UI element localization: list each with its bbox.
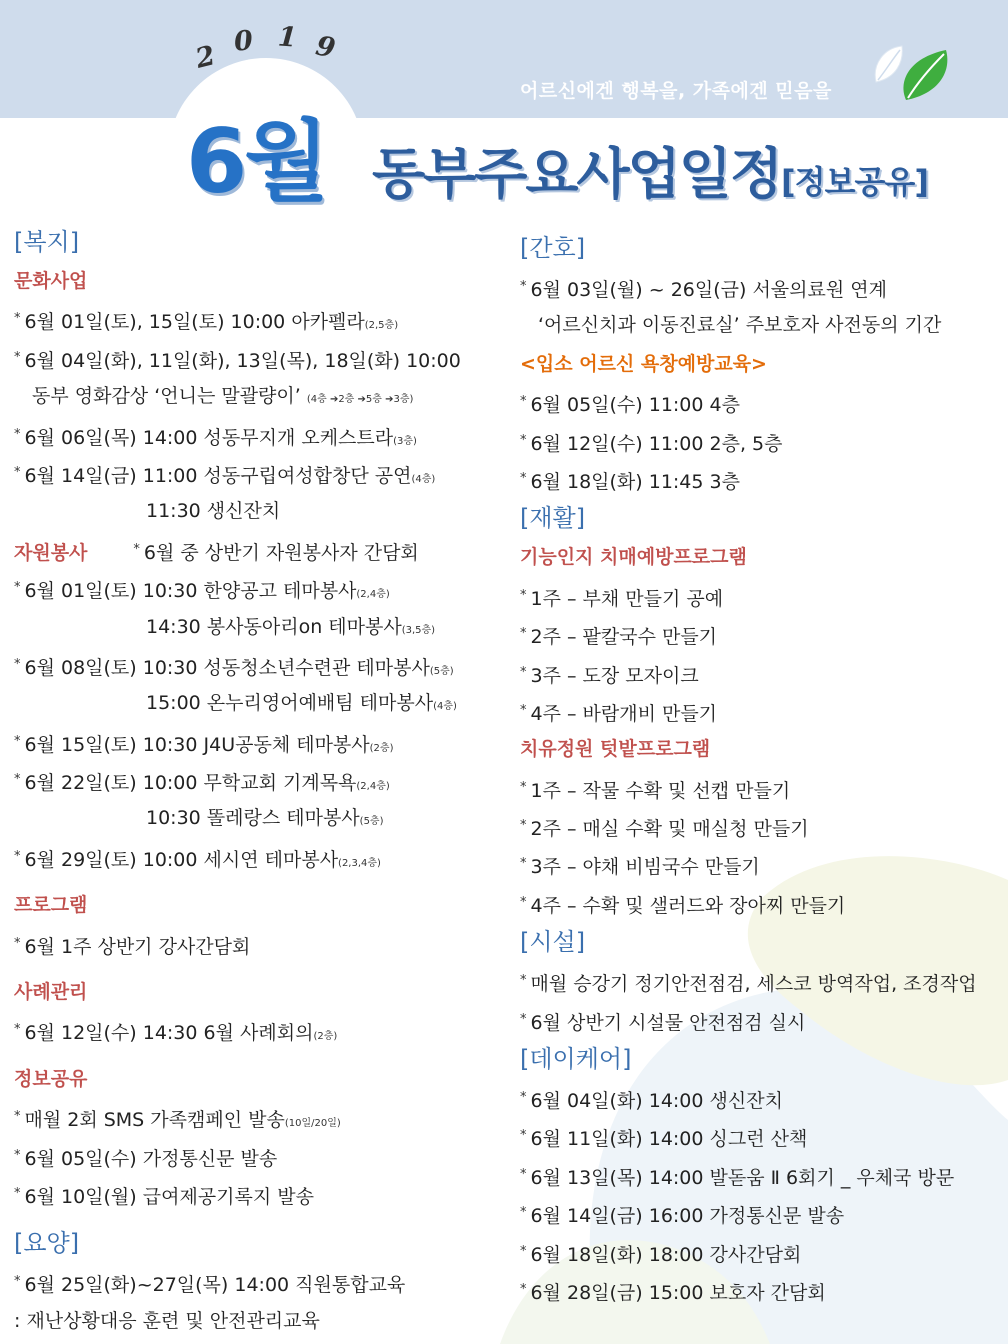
section-heading-nursing: [간호] — [520, 234, 586, 262]
right-column — [520, 228, 1006, 1309]
page-title-main: 동부주요사업일정 — [372, 142, 782, 206]
bullet-star-icon: * — [520, 1205, 527, 1221]
list-item: * 4주 – 수확 및 샐러드와 장아찌 만들기 — [520, 894, 846, 917]
list-item: * 6월 18일(화) 18:00 강사간담회 — [520, 1243, 802, 1266]
bullet-star-icon: * — [520, 1011, 527, 1027]
leaf-logo-icon — [868, 42, 958, 104]
subsection-volunteer: 자원봉사 — [14, 541, 88, 564]
list-item-continued: 10:30 똘레랑스 테마봉사(5층) — [146, 807, 384, 830]
page-title — [372, 130, 928, 209]
list-item: * 6월 10일(월) 급여제공기록지 발송 — [14, 1185, 314, 1208]
list-item-continued: 11:30 생신잔치 — [146, 500, 281, 523]
bullet-star-icon: * — [520, 1281, 527, 1297]
list-item: * 6월 29일(토) 10:00 세시연 테마봉사(2,3,4층) — [14, 848, 381, 871]
subsection-case: 사례관리 — [14, 981, 88, 1004]
list-item: * 6월 06일(목) 14:00 성동무지개 오케스트라(3층) — [14, 426, 417, 449]
bullet-star-icon: * — [520, 664, 527, 680]
year-label — [190, 21, 360, 75]
section-heading-rehab: [재활] — [520, 504, 586, 533]
year-digit: 1 — [276, 21, 298, 54]
list-item: * 6월 12일(수) 14:30 6월 사례회의(2층) — [14, 1022, 338, 1045]
bullet-star-icon: * — [520, 394, 527, 410]
list-item: * 2주 – 팥칼국수 만들기 — [520, 626, 718, 649]
section-heading-welfare: [복지] — [14, 228, 80, 256]
bullet-star-icon: * — [14, 426, 21, 442]
list-item-continued: : 재난상황대응 훈련 및 안전관리교육 — [14, 1309, 320, 1332]
header-band — [0, 0, 1008, 118]
left-column — [14, 222, 504, 1340]
bullet-star-icon: * — [520, 702, 527, 718]
section-heading-facility: [시설] — [520, 928, 586, 957]
list-item: * 6월 12일(수) 11:00 2층, 5층 — [520, 432, 783, 455]
list-item: * 6월 05일(수) 가정통신문 발송 — [14, 1147, 278, 1170]
bullet-star-icon: * — [14, 656, 21, 672]
list-item: * 3주 – 야채 비빔국수 만들기 — [520, 856, 760, 879]
bullet-star-icon: * — [520, 1166, 527, 1182]
bullet-star-icon: * — [520, 626, 527, 642]
list-item: * 6월 18일(화) 11:45 3층 — [520, 470, 740, 493]
list-item-continued: ‘어르신치과 이동진료실’ 주보호자 사전동의 기간 — [538, 314, 942, 337]
subsection-garden-program: 치유정원 텃밭프로그램 — [520, 738, 711, 761]
subsection-bedsore-education: <입소 어르신 욕창예방교육> — [520, 352, 767, 375]
month-title: 6월 — [186, 110, 327, 213]
bullet-star-icon: * — [520, 856, 527, 872]
list-item: * 1주 – 부채 만들기 공예 — [520, 587, 724, 610]
bullet-star-icon: * — [14, 311, 21, 327]
subsection-culture: 문화사업 — [14, 270, 88, 292]
bullet-star-icon: * — [14, 1147, 21, 1163]
list-item: * 6월 15일(토) 10:30 J4U공동체 테마봉사(2층) — [14, 733, 394, 756]
bullet-star-icon: * — [520, 973, 527, 989]
list-item-continued: 동부 영화감상 ‘언니는 말괄량이’ (4층 ➔2층 ➔5층 ➔3층) — [32, 385, 414, 408]
bullet-star-icon: * — [520, 818, 527, 834]
year-digit: 9 — [312, 30, 338, 65]
list-item: * 6월 13일(목) 14:00 발돋움 Ⅱ 6회기 _ 우체국 방문 — [520, 1166, 955, 1189]
tagline: 어르신에겐 행복을, 가족에겐 믿음을 — [520, 80, 832, 102]
list-item-continued: 14:30 봉사동아리on 테마봉사(3,5층) — [146, 615, 436, 638]
list-item: * 6월 05일(수) 11:00 4층 — [520, 394, 740, 417]
bullet-star-icon: * — [14, 848, 21, 864]
bullet-star-icon: * — [14, 733, 21, 749]
list-item: * 3주 – 도장 모자이크 — [520, 664, 699, 687]
subsection-program: 프로그램 — [14, 894, 88, 917]
list-item: * 6월 14일(금) 16:00 가정통신문 발송 — [520, 1205, 845, 1228]
bullet-star-icon: * — [14, 1109, 21, 1125]
list-item: * 6월 1주 상반기 강사간담회 — [14, 935, 251, 958]
list-item: * 6월 04일(화) 14:00 생신잔치 — [520, 1090, 783, 1113]
bullet-star-icon: * — [520, 470, 527, 486]
bullet-star-icon: * — [14, 349, 21, 365]
bullet-star-icon: * — [520, 779, 527, 795]
bullet-star-icon: * — [14, 1185, 21, 1201]
bullet-star-icon: * — [520, 1243, 527, 1259]
list-item: * 6월 04일(화), 11일(화), 13일(목), 18일(화) 10:00 — [14, 349, 461, 372]
subsection-info: 정보공유 — [14, 1067, 88, 1090]
list-item: * 2주 – 매실 수확 및 매실청 만들기 — [520, 818, 809, 841]
list-item: * 6월 28일(금) 15:00 보호자 간담회 — [520, 1281, 826, 1304]
list-item: * 6월 22일(토) 10:00 무학교회 기계목욕(2,4층) — [14, 772, 390, 795]
list-item: * 6월 08일(토) 10:30 성동청소년수련관 테마봉사(5층) — [14, 656, 454, 679]
year-digit: 2 — [192, 40, 219, 75]
bullet-star-icon: * — [14, 464, 21, 480]
subsection-dementia-program: 기능인지 치매예방프로그램 — [520, 546, 747, 569]
bullet-star-icon: * — [133, 541, 140, 557]
bullet-star-icon: * — [14, 1022, 21, 1038]
bullet-star-icon: * — [520, 894, 527, 910]
bullet-star-icon: * — [14, 772, 21, 788]
section-heading-care: [요양] — [14, 1229, 80, 1258]
list-item: * 6월 03일(월) ~ 26일(금) 서울의료원 연계 — [520, 279, 887, 301]
subsection-volunteer-row: 자원봉사 * 6월 중 상반기 자원봉사자 간담회 — [14, 541, 419, 564]
list-item: * 4주 – 바람개비 만들기 — [520, 702, 718, 725]
bullet-star-icon: * — [14, 935, 21, 951]
bullet-star-icon: * — [520, 279, 527, 294]
bullet-star-icon: * — [14, 580, 21, 596]
list-item: * 6월 01일(토) 10:30 한양공고 테마봉사(2,4층) — [14, 580, 390, 603]
bullet-star-icon: * — [520, 1128, 527, 1144]
list-item: * 6월 14일(금) 11:00 성동구립여성합창단 공연(4층) — [14, 464, 436, 487]
section-heading-daycare: [데이케어] — [520, 1045, 632, 1074]
bullet-star-icon: * — [520, 1090, 527, 1106]
bullet-star-icon: * — [14, 1274, 21, 1290]
list-item: * 6월 상반기 시설물 안전점검 실시 — [520, 1011, 806, 1034]
bullet-star-icon: * — [520, 587, 527, 603]
page-title-suffix: [정보공유] — [781, 163, 928, 201]
list-item: * 매월 2회 SMS 가족캠페인 발송(10일/20일) — [14, 1109, 341, 1132]
list-item-continued: 15:00 온누리영어예배팀 테마봉사(4층) — [146, 692, 457, 715]
year-digit: 0 — [232, 25, 255, 58]
list-item: * 6월 25일(화)~27일(목) 14:00 직원통합교육 — [14, 1274, 406, 1297]
bullet-star-icon: * — [520, 432, 527, 448]
list-item: * 매월 승강기 정기안전점검, 세스코 방역작업, 조경작업 — [520, 973, 977, 996]
list-item: * 6월 01일(토), 15일(토) 10:00 아카펠라(2,5층) — [14, 311, 399, 334]
list-item: * 6월 11일(화) 14:00 싱그런 산책 — [520, 1128, 808, 1151]
list-item: * 1주 – 작물 수확 및 선캡 만들기 — [520, 779, 791, 802]
